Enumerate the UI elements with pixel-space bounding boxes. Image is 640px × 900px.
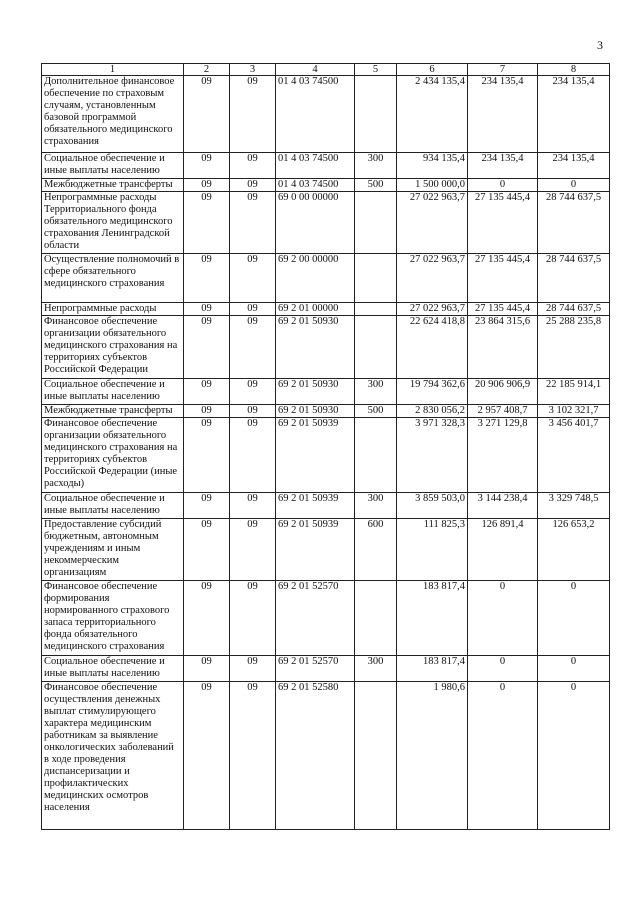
expense-type-cell <box>355 581 397 656</box>
target-article-cell: 69 2 01 50930 <box>276 405 355 418</box>
subsection-code-cell: 09 <box>230 519 276 581</box>
row-name-cell: Дополнительное финансовое обеспечение по страховым случаям, установленным базовой программой обязательного медицинского страхования <box>42 76 184 153</box>
amount-col8-cell: 0 <box>538 656 610 682</box>
target-article-cell: 69 2 01 50930 <box>276 379 355 405</box>
expense-type-cell: 500 <box>355 179 397 192</box>
expense-type-cell <box>355 192 397 254</box>
expense-type-cell: 600 <box>355 519 397 581</box>
column-header: 2 <box>184 64 230 76</box>
amount-col7-cell: 3 271 129,8 <box>468 418 538 493</box>
target-article-cell: 69 2 01 52570 <box>276 656 355 682</box>
section-code-cell: 09 <box>184 379 230 405</box>
amount-col8-cell: 234 135,4 <box>538 76 610 153</box>
amount-col8-cell: 3 329 748,5 <box>538 493 610 519</box>
amount-col6-cell: 934 135,4 <box>397 153 468 179</box>
amount-col7-cell: 234 135,4 <box>468 153 538 179</box>
table-row <box>42 379 610 405</box>
section-code-cell: 09 <box>184 656 230 682</box>
amount-col8-cell: 126 653,2 <box>538 519 610 581</box>
amount-col7-cell: 234 135,4 <box>468 76 538 153</box>
expense-type-cell <box>355 316 397 379</box>
target-article-cell: 69 2 01 50930 <box>276 316 355 379</box>
subsection-code-cell: 09 <box>230 316 276 379</box>
row-name-cell: Финансовое обеспечение организации обязательного медицинского страхования на территориях субъектов Российской Федерации (иные расходы) <box>42 418 184 493</box>
row-name-cell: Непрограммные расходы Территориального фонда обязательного медицинского страхования Ленинградской области <box>42 192 184 254</box>
table-row <box>42 418 610 493</box>
subsection-code-cell: 09 <box>230 179 276 192</box>
subsection-code-cell: 09 <box>230 405 276 418</box>
expense-type-cell: 300 <box>355 379 397 405</box>
section-code-cell: 09 <box>184 418 230 493</box>
header-row <box>42 64 610 76</box>
section-code-cell: 09 <box>184 76 230 153</box>
row-name-cell: Финансовое обеспечение формирования нормированного страхового запаса территориального фонда обязательного медицинского страхования <box>42 581 184 656</box>
section-code-cell: 09 <box>184 153 230 179</box>
column-header: 3 <box>230 64 276 76</box>
expense-type-cell <box>355 682 397 830</box>
row-name-cell: Социальное обеспечение и иные выплаты населению <box>42 379 184 405</box>
table-row <box>42 76 610 153</box>
amount-col7-cell: 20 906 906,9 <box>468 379 538 405</box>
subsection-code-cell: 09 <box>230 493 276 519</box>
amount-col6-cell: 3 859 503,0 <box>397 493 468 519</box>
expense-type-cell <box>355 76 397 153</box>
column-header: 1 <box>42 64 184 76</box>
target-article-cell: 69 2 01 52570 <box>276 581 355 656</box>
subsection-code-cell: 09 <box>230 379 276 405</box>
section-code-cell: 09 <box>184 254 230 303</box>
target-article-cell: 69 2 01 52580 <box>276 682 355 830</box>
subsection-code-cell: 09 <box>230 192 276 254</box>
amount-col6-cell: 19 794 362,6 <box>397 379 468 405</box>
target-article-cell: 01 4 03 74500 <box>276 153 355 179</box>
budget-table <box>41 63 610 830</box>
section-code-cell: 09 <box>184 519 230 581</box>
table-row <box>42 656 610 682</box>
table-row <box>42 192 610 254</box>
subsection-code-cell: 09 <box>230 682 276 830</box>
amount-col8-cell: 0 <box>538 581 610 656</box>
amount-col8-cell: 234 135,4 <box>538 153 610 179</box>
table-row <box>42 405 610 418</box>
expense-type-cell: 300 <box>355 656 397 682</box>
row-name-cell: Осуществление полномочий в сфере обязательного медицинского страхования <box>42 254 184 303</box>
table-row <box>42 254 610 303</box>
table-row <box>42 581 610 656</box>
expense-type-cell: 500 <box>355 405 397 418</box>
amount-col8-cell: 22 185 914,1 <box>538 379 610 405</box>
amount-col7-cell: 0 <box>468 179 538 192</box>
amount-col6-cell: 1 980,6 <box>397 682 468 830</box>
amount-col8-cell: 25 288 235,8 <box>538 316 610 379</box>
amount-col7-cell: 27 135 445,4 <box>468 192 538 254</box>
section-code-cell: 09 <box>184 581 230 656</box>
target-article-cell: 69 2 01 50939 <box>276 493 355 519</box>
row-name-cell: Финансовое обеспечение осуществления денежных выплат стимулирующего характера медицинским работникам за выявление онкологических заболеваний в ходе проведения диспансеризации и профилактических медицинских осмотров населения <box>42 682 184 830</box>
target-article-cell: 69 2 01 50939 <box>276 418 355 493</box>
section-code-cell: 09 <box>184 493 230 519</box>
amount-col8-cell: 28 744 637,5 <box>538 303 610 316</box>
amount-col7-cell: 0 <box>468 656 538 682</box>
amount-col6-cell: 111 825,3 <box>397 519 468 581</box>
amount-col7-cell: 3 144 238,4 <box>468 493 538 519</box>
row-name-cell: Финансовое обеспечение организации обязательного медицинского страхования на территориях субъектов Российской Федерации <box>42 316 184 379</box>
column-header: 4 <box>276 64 355 76</box>
amount-col6-cell: 183 817,4 <box>397 656 468 682</box>
table-row <box>42 682 610 830</box>
page-number: 3 <box>597 38 603 52</box>
subsection-code-cell: 09 <box>230 303 276 316</box>
amount-col7-cell: 27 135 445,4 <box>468 254 538 303</box>
section-code-cell: 09 <box>184 405 230 418</box>
target-article-cell: 69 0 00 00000 <box>276 192 355 254</box>
amount-col8-cell: 28 744 637,5 <box>538 254 610 303</box>
target-article-cell: 01 4 03 74500 <box>276 179 355 192</box>
expense-type-cell <box>355 303 397 316</box>
amount-col6-cell: 27 022 963,7 <box>397 254 468 303</box>
subsection-code-cell: 09 <box>230 254 276 303</box>
column-header: 6 <box>397 64 468 76</box>
column-header: 7 <box>468 64 538 76</box>
amount-col7-cell: 2 957 408,7 <box>468 405 538 418</box>
amount-col7-cell: 126 891,4 <box>468 519 538 581</box>
amount-col8-cell: 3 102 321,7 <box>538 405 610 418</box>
section-code-cell: 09 <box>184 682 230 830</box>
amount-col8-cell: 0 <box>538 179 610 192</box>
amount-col8-cell: 28 744 637,5 <box>538 192 610 254</box>
table-row <box>42 153 610 179</box>
target-article-cell: 69 2 00 00000 <box>276 254 355 303</box>
table-row <box>42 316 610 379</box>
expense-type-cell <box>355 418 397 493</box>
amount-col7-cell: 27 135 445,4 <box>468 303 538 316</box>
amount-col7-cell: 23 864 315,6 <box>468 316 538 379</box>
row-name-cell: Социальное обеспечение и иные выплаты населению <box>42 493 184 519</box>
amount-col6-cell: 3 971 328,3 <box>397 418 468 493</box>
table-row <box>42 493 610 519</box>
subsection-code-cell: 09 <box>230 418 276 493</box>
amount-col6-cell: 22 624 418,8 <box>397 316 468 379</box>
amount-col6-cell: 183 817,4 <box>397 581 468 656</box>
subsection-code-cell: 09 <box>230 581 276 656</box>
subsection-code-cell: 09 <box>230 656 276 682</box>
table-row <box>42 519 610 581</box>
amount-col7-cell: 0 <box>468 682 538 830</box>
expense-type-cell: 300 <box>355 493 397 519</box>
row-name-cell: Социальное обеспечение и иные выплаты населению <box>42 153 184 179</box>
column-header: 5 <box>355 64 397 76</box>
row-name-cell: Межбюджетные трансферты <box>42 405 184 418</box>
section-code-cell: 09 <box>184 316 230 379</box>
expense-type-cell <box>355 254 397 303</box>
amount-col6-cell: 27 022 963,7 <box>397 192 468 254</box>
target-article-cell: 69 2 01 00000 <box>276 303 355 316</box>
amount-col6-cell: 2 830 056,2 <box>397 405 468 418</box>
amount-col6-cell: 2 434 135,4 <box>397 76 468 153</box>
table-row <box>42 303 610 316</box>
expense-type-cell: 300 <box>355 153 397 179</box>
section-code-cell: 09 <box>184 192 230 254</box>
amount-col8-cell: 3 456 401,7 <box>538 418 610 493</box>
row-name-cell: Межбюджетные трансферты <box>42 179 184 192</box>
subsection-code-cell: 09 <box>230 76 276 153</box>
row-name-cell: Социальное обеспечение и иные выплаты населению <box>42 656 184 682</box>
section-code-cell: 09 <box>184 303 230 316</box>
row-name-cell: Непрограммные расходы <box>42 303 184 316</box>
table-row <box>42 179 610 192</box>
column-header: 8 <box>538 64 610 76</box>
target-article-cell: 01 4 03 74500 <box>276 76 355 153</box>
amount-col8-cell: 0 <box>538 682 610 830</box>
amount-col7-cell: 0 <box>468 581 538 656</box>
amount-col6-cell: 1 500 000,0 <box>397 179 468 192</box>
row-name-cell: Предоставление субсидий бюджетным, автономным учреждениям и иным некоммерческим организациям <box>42 519 184 581</box>
target-article-cell: 69 2 01 50939 <box>276 519 355 581</box>
amount-col6-cell: 27 022 963,7 <box>397 303 468 316</box>
section-code-cell: 09 <box>184 179 230 192</box>
subsection-code-cell: 09 <box>230 153 276 179</box>
